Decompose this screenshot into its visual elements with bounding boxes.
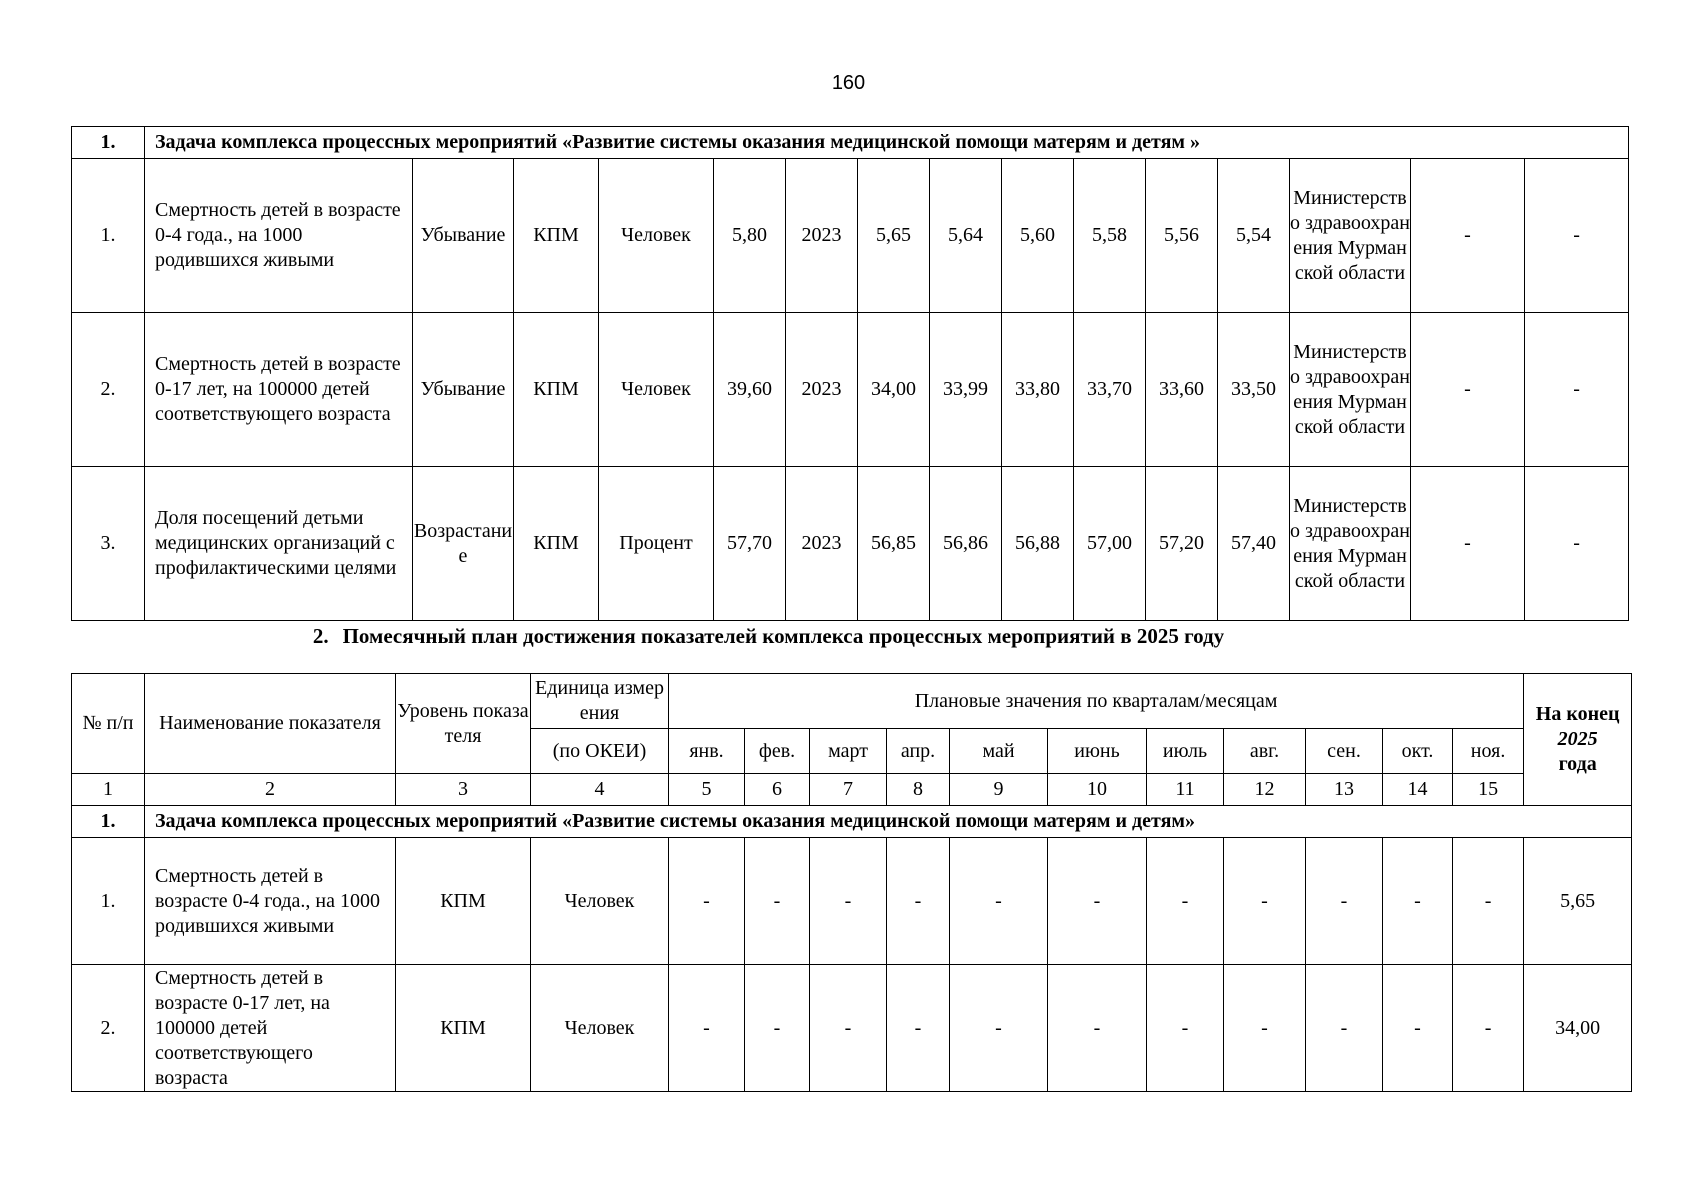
year-value: 33,99 (930, 313, 1002, 467)
base-year: 2023 (786, 467, 858, 621)
column-number: 13 (1306, 774, 1383, 806)
header-end-year: 2025 (1557, 728, 1598, 750)
header-end-line1: На конец (1535, 703, 1620, 725)
information-system: - (1525, 313, 1629, 467)
header-level: Уровень показателя (396, 674, 531, 774)
month-value: - (669, 965, 745, 1092)
information-system: - (1525, 159, 1629, 313)
indicator-level: КПМ (514, 313, 599, 467)
end-of-year-value: 5,65 (1524, 838, 1632, 965)
table-row (72, 313, 1629, 467)
task-number: 1. (72, 806, 145, 838)
column-number: 15 (1453, 774, 1524, 806)
header-okei: (по ОКЕИ) (531, 729, 669, 774)
column-number: 4 (531, 774, 669, 806)
base-value: 57,70 (714, 467, 786, 621)
year-value: 5,58 (1074, 159, 1146, 313)
header-month: март (810, 729, 887, 774)
month-value: - (810, 965, 887, 1092)
header-month: апр. (887, 729, 950, 774)
year-value: 57,40 (1218, 467, 1290, 621)
header-month: фев. (745, 729, 810, 774)
month-value: - (1048, 965, 1147, 1092)
year-value: 33,60 (1146, 313, 1218, 467)
header-month: янв. (669, 729, 745, 774)
indicator-level: КПМ (396, 838, 531, 965)
header-plan: Плановые значения по кварталам/месяцам (669, 674, 1524, 729)
row-number: 2. (72, 313, 145, 467)
year-value: 57,00 (1074, 467, 1146, 621)
indicator-name: Смертность детей в возрасте 0-4 года., на 1000 родившихся живыми (145, 159, 413, 313)
month-value: - (1383, 965, 1453, 1092)
month-value: - (1224, 838, 1306, 965)
column-number-row (72, 774, 1632, 806)
table-row (72, 806, 1632, 838)
month-value: - (887, 838, 950, 965)
month-value: - (950, 838, 1048, 965)
month-value: - (745, 838, 810, 965)
month-value: - (1048, 838, 1147, 965)
year-value: 33,70 (1074, 313, 1146, 467)
year-value: 33,80 (1002, 313, 1074, 467)
month-value: - (1147, 965, 1224, 1092)
header-month: окт. (1383, 729, 1453, 774)
section-title: Помесячный план достижения показателей комплекса процессных мероприятий в 2025 году (342, 624, 1225, 648)
year-value: 5,65 (858, 159, 930, 313)
indicator-unit: Процент (599, 467, 714, 621)
indicator-unit: Человек (599, 313, 714, 467)
task-title: Задача комплекса процессных мероприятий «Развитие системы оказания медицинской помощи матерям и детям » (145, 127, 1629, 159)
month-value: - (1306, 838, 1383, 965)
indicators-table (71, 126, 1629, 621)
column-number: 3 (396, 774, 531, 806)
information-system: - (1525, 467, 1629, 621)
section-number: 2. (312, 624, 329, 648)
header-month: сен. (1306, 729, 1383, 774)
month-value: - (1453, 838, 1524, 965)
month-value: - (669, 838, 745, 965)
column-number: 7 (810, 774, 887, 806)
column-number: 8 (887, 774, 950, 806)
row-number: 1. (72, 838, 145, 965)
row-number: 3. (72, 467, 145, 621)
table-row (72, 467, 1629, 621)
table-row (72, 127, 1629, 159)
base-value: 39,60 (714, 313, 786, 467)
column-number: 12 (1224, 774, 1306, 806)
column-number: 14 (1383, 774, 1453, 806)
column-number: 6 (745, 774, 810, 806)
month-value: - (950, 965, 1048, 1092)
indicator-direction: Убывание (413, 313, 514, 467)
related-goal: - (1411, 159, 1525, 313)
column-number: 11 (1147, 774, 1224, 806)
year-value: 34,00 (858, 313, 930, 467)
indicator-name: Доля посещений детьми медицинских организаций с профилактическими целями (145, 467, 413, 621)
year-value: 56,85 (858, 467, 930, 621)
base-year: 2023 (786, 159, 858, 313)
row-number: 1. (72, 159, 145, 313)
related-goal: - (1411, 467, 1525, 621)
header-name: Наименование показателя (145, 674, 396, 774)
indicator-unit: Человек (531, 838, 669, 965)
month-value: - (1306, 965, 1383, 1092)
end-of-year-value: 34,00 (1524, 965, 1632, 1092)
indicator-name: Смертность детей в возрасте 0-17 лет, на 100000 детей соответствующего возраста (145, 313, 413, 467)
month-value: - (1383, 838, 1453, 965)
task-number: 1. (72, 127, 145, 159)
month-value: - (1224, 965, 1306, 1092)
month-value: - (1147, 838, 1224, 965)
column-number: 2 (145, 774, 396, 806)
monthly-plan-table (71, 673, 1632, 1092)
base-year: 2023 (786, 313, 858, 467)
header-end-of-year (1524, 674, 1632, 806)
year-value: 33,50 (1218, 313, 1290, 467)
table-row (72, 965, 1632, 1092)
month-value: - (887, 965, 950, 1092)
indicator-direction: Убывание (413, 159, 514, 313)
responsible-body: Министерство здравоохранения Мурманской области (1290, 467, 1411, 621)
header-month: май (950, 729, 1048, 774)
base-value: 5,80 (714, 159, 786, 313)
column-number: 9 (950, 774, 1048, 806)
header-unit: Единица измерения (531, 674, 669, 729)
row-number: 2. (72, 965, 145, 1092)
header-month: июль (1147, 729, 1224, 774)
indicator-level: КПМ (396, 965, 531, 1092)
month-value: - (1453, 965, 1524, 1092)
responsible-body: Министерство здравоохранения Мурманской области (1290, 313, 1411, 467)
header-row (72, 674, 1632, 729)
header-month: авг. (1224, 729, 1306, 774)
month-value: - (810, 838, 887, 965)
year-value: 5,64 (930, 159, 1002, 313)
page-number: 160 (831, 72, 866, 94)
indicator-unit: Человек (599, 159, 714, 313)
header-number: № п/п (72, 674, 145, 774)
indicator-level: КПМ (514, 467, 599, 621)
column-number: 1 (72, 774, 145, 806)
indicator-level: КПМ (514, 159, 599, 313)
column-number: 5 (669, 774, 745, 806)
year-value: 56,88 (1002, 467, 1074, 621)
responsible-body: Министерство здравоохранения Мурманской области (1290, 159, 1411, 313)
section-heading (0, 624, 1697, 649)
year-value: 5,56 (1146, 159, 1218, 313)
indicator-name: Смертность детей в возрасте 0-17 лет, на 100000 детей соответствующего возраста (145, 965, 396, 1092)
table-row (72, 838, 1632, 965)
indicator-unit: Человек (531, 965, 669, 1092)
header-month: ноя. (1453, 729, 1524, 774)
indicator-direction: Возрастание (413, 467, 514, 621)
column-number: 10 (1048, 774, 1147, 806)
year-value: 56,86 (930, 467, 1002, 621)
header-end-line3: года (1558, 753, 1597, 775)
year-value: 5,60 (1002, 159, 1074, 313)
header-month: июнь (1048, 729, 1147, 774)
year-value: 57,20 (1146, 467, 1218, 621)
table-row (72, 159, 1629, 313)
task-title: Задача комплекса процессных мероприятий «Развитие системы оказания медицинской помощи матерям и детям» (145, 806, 1632, 838)
indicator-name: Смертность детей в возрасте 0-4 года., на 1000 родившихся живыми (145, 838, 396, 965)
month-value: - (745, 965, 810, 1092)
related-goal: - (1411, 313, 1525, 467)
year-value: 5,54 (1218, 159, 1290, 313)
